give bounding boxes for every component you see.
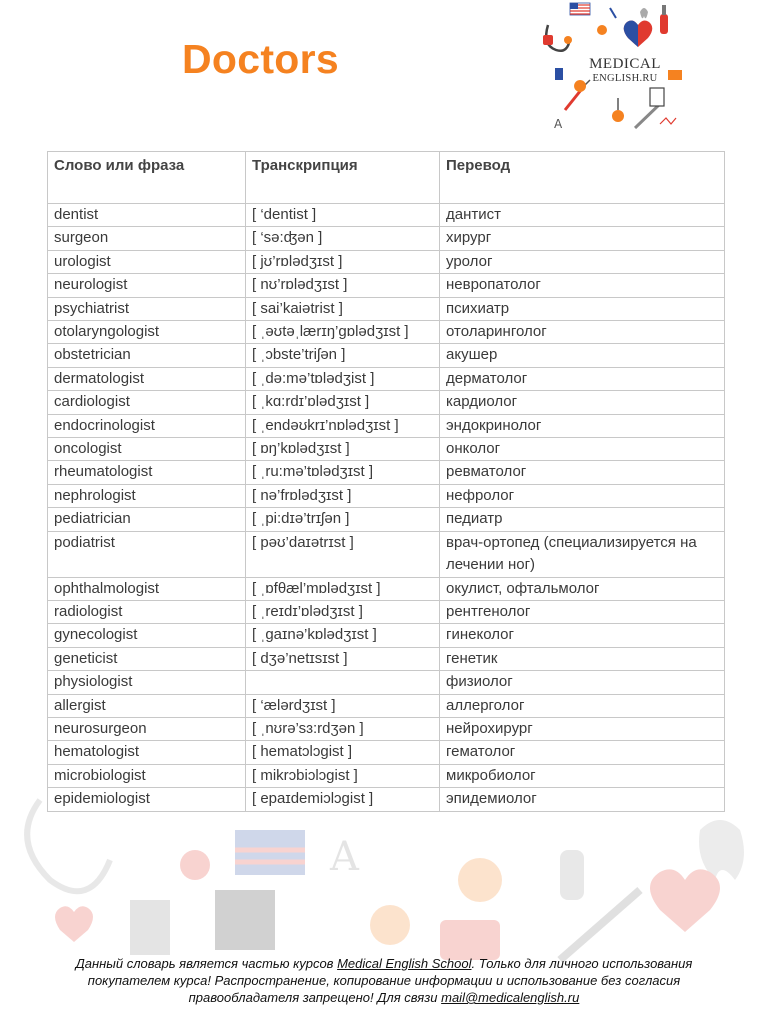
footer-text-1: Данный словарь является частью курсов bbox=[75, 956, 338, 971]
translation-cell: рентгенолог bbox=[440, 600, 725, 623]
transcription-cell bbox=[246, 671, 440, 694]
page-title: Doctors bbox=[182, 36, 340, 82]
translation-cell: окулист, офтальмолог bbox=[440, 577, 725, 600]
background-illustration bbox=[0, 790, 768, 970]
table-row bbox=[48, 297, 725, 320]
transcription-cell: [ epaɪdemiɔlɔgist ] bbox=[246, 788, 440, 811]
transcription-cell: [ mikrɔbiɔlɔgist ] bbox=[246, 764, 440, 787]
course-link[interactable]: Medical English School bbox=[337, 956, 472, 971]
transcription-cell: [ ˌnʊrə’sɜ:rdʒən ] bbox=[246, 717, 440, 740]
table-row bbox=[48, 461, 725, 484]
word-cell: rheumatologist bbox=[48, 461, 246, 484]
svg-text:A: A bbox=[330, 834, 359, 880]
word-cell: dentist bbox=[48, 204, 246, 227]
transcription-cell: [ ‘dentist ] bbox=[246, 204, 440, 227]
table-row bbox=[48, 600, 725, 623]
word-cell: ophthalmologist bbox=[48, 577, 246, 600]
word-cell: radiologist bbox=[48, 600, 246, 623]
svg-text:A: A bbox=[554, 117, 563, 131]
vocabulary-table bbox=[47, 151, 725, 812]
transcription-cell: [ ˌpi:dɪə’trɪʃən ] bbox=[246, 508, 440, 531]
table-row bbox=[48, 671, 725, 694]
table-row bbox=[48, 577, 725, 600]
transcription-cell: [ ˌəʊtəˌlærɪŋ’gɒlədʒɪst ] bbox=[246, 321, 440, 344]
word-cell: epidemiologist bbox=[48, 788, 246, 811]
word-cell: cardiologist bbox=[48, 391, 246, 414]
transcription-cell: [ ˌɒfθæl’mɒlədʒɪst ] bbox=[246, 577, 440, 600]
table-row bbox=[48, 367, 725, 390]
table-row bbox=[48, 274, 725, 297]
word-cell: pediatrician bbox=[48, 508, 246, 531]
email-link[interactable]: mail@medicalenglish.ru bbox=[441, 990, 580, 1005]
transcription-cell: [ ˌendəʊkrɪ’nɒlədʒɪst ] bbox=[246, 414, 440, 437]
word-cell: nephrologist bbox=[48, 484, 246, 507]
table-row bbox=[48, 391, 725, 414]
translation-cell: кардиолог bbox=[440, 391, 725, 414]
word-cell: obstetrician bbox=[48, 344, 246, 367]
translation-cell: хирург bbox=[440, 227, 725, 250]
table-row bbox=[48, 414, 725, 437]
table-row bbox=[48, 624, 725, 647]
table-row bbox=[48, 717, 725, 740]
translation-cell: нейрохирург bbox=[440, 717, 725, 740]
table-row bbox=[48, 438, 725, 461]
word-cell: neurologist bbox=[48, 274, 246, 297]
word-cell: physiologist bbox=[48, 671, 246, 694]
transcription-cell: [ nə’frɒlədʒɪst ] bbox=[246, 484, 440, 507]
transcription-cell: [ ˌgaɪnə’kɒlədʒɪst ] bbox=[246, 624, 440, 647]
translation-cell: физиолог bbox=[440, 671, 725, 694]
word-cell: urologist bbox=[48, 250, 246, 273]
table-row bbox=[48, 250, 725, 273]
translation-cell: аллерголог bbox=[440, 694, 725, 717]
transcription-cell: [ nʊ’rɒlədʒɪst ] bbox=[246, 274, 440, 297]
table-row bbox=[48, 741, 725, 764]
table-body bbox=[48, 204, 725, 812]
word-cell: psychiatrist bbox=[48, 297, 246, 320]
translation-cell: дантист bbox=[440, 204, 725, 227]
transcription-cell: [ ˌkɑ:rdɪ’ɒlədʒɪst ] bbox=[246, 391, 440, 414]
transcription-cell: [ ˌɔbste’triʃən ] bbox=[246, 344, 440, 367]
header-word: Слово или фраза bbox=[48, 152, 246, 204]
word-cell: geneticist bbox=[48, 647, 246, 670]
word-cell: allergist bbox=[48, 694, 246, 717]
logo-line2: ENGLISH.RU bbox=[592, 73, 658, 84]
word-cell: endocrinologist bbox=[48, 414, 246, 437]
translation-cell: отоларинголог bbox=[440, 321, 725, 344]
transcription-cell: [ ˌru:mə’tɒlədʒɪst ] bbox=[246, 461, 440, 484]
translation-cell: невропатолог bbox=[440, 274, 725, 297]
translation-cell: эпидемиолог bbox=[440, 788, 725, 811]
transcription-cell: [ ‘sə:ʤən ] bbox=[246, 227, 440, 250]
translation-cell: гинеколог bbox=[440, 624, 725, 647]
transcription-cell: [ jʊ’rɒlədʒɪst ] bbox=[246, 250, 440, 273]
footer-disclaimer bbox=[40, 955, 728, 1006]
transcription-cell: [ hematɔlɔgist ] bbox=[246, 741, 440, 764]
transcription-cell: [ ‘ælərdʒɪst ] bbox=[246, 694, 440, 717]
logo-line1: MEDICAL bbox=[589, 56, 661, 72]
transcription-cell: [ ɒŋ’kɒlədʒɪst ] bbox=[246, 438, 440, 461]
translation-cell: педиатр bbox=[440, 508, 725, 531]
table-row bbox=[48, 484, 725, 507]
transcription-cell: [ sai’kaiətrist ] bbox=[246, 297, 440, 320]
word-cell: hematologist bbox=[48, 741, 246, 764]
table-row bbox=[48, 764, 725, 787]
word-cell: podiatrist bbox=[48, 531, 246, 577]
translation-cell: акушер bbox=[440, 344, 725, 367]
translation-cell: ревматолог bbox=[440, 461, 725, 484]
word-cell: gynecologist bbox=[48, 624, 246, 647]
table-row bbox=[48, 204, 725, 227]
translation-cell: эндокринолог bbox=[440, 414, 725, 437]
translation-cell: микробиолог bbox=[440, 764, 725, 787]
translation-cell: генетик bbox=[440, 647, 725, 670]
transcription-cell: [ ˌreɪdɪ’ɒlədʒɪst ] bbox=[246, 600, 440, 623]
header-translation: Перевод bbox=[440, 152, 725, 204]
footer-text-2: . Только для личного использования покупателем курса! Распространение, копирование информации и использование без согласия правообладателя запрещено! Для связи bbox=[87, 956, 693, 1005]
heart-flag-icon bbox=[624, 21, 653, 47]
table-row bbox=[48, 344, 725, 367]
translation-cell: психиатр bbox=[440, 297, 725, 320]
word-cell: dermatologist bbox=[48, 367, 246, 390]
header-transcription: Транскрипция bbox=[246, 152, 440, 204]
table-row bbox=[48, 531, 725, 577]
word-cell: microbiologist bbox=[48, 764, 246, 787]
flag-icon bbox=[570, 3, 590, 15]
word-cell: oncologist bbox=[48, 438, 246, 461]
table-row bbox=[48, 321, 725, 344]
word-cell: surgeon bbox=[48, 227, 246, 250]
table-header-row bbox=[48, 152, 725, 204]
table-row bbox=[48, 694, 725, 717]
translation-cell: дерматолог bbox=[440, 367, 725, 390]
table-row bbox=[48, 508, 725, 531]
word-cell: neurosurgeon bbox=[48, 717, 246, 740]
translation-cell: нефролог bbox=[440, 484, 725, 507]
translation-cell: онколог bbox=[440, 438, 725, 461]
transcription-cell: [ dʒə’netɪsɪst ] bbox=[246, 647, 440, 670]
word-cell: otolaryngologist bbox=[48, 321, 246, 344]
translation-cell: врач-ортопед (специализируется на лечении ног) bbox=[440, 531, 725, 577]
transcription-cell: [ pəʊ’daɪətrɪst ] bbox=[246, 531, 440, 577]
logo-text bbox=[584, 57, 666, 85]
transcription-cell: [ ˌdə:mə’tɒlədʒist ] bbox=[246, 367, 440, 390]
table-row bbox=[48, 647, 725, 670]
table-row bbox=[48, 227, 725, 250]
translation-cell: уролог bbox=[440, 250, 725, 273]
translation-cell: гематолог bbox=[440, 741, 725, 764]
